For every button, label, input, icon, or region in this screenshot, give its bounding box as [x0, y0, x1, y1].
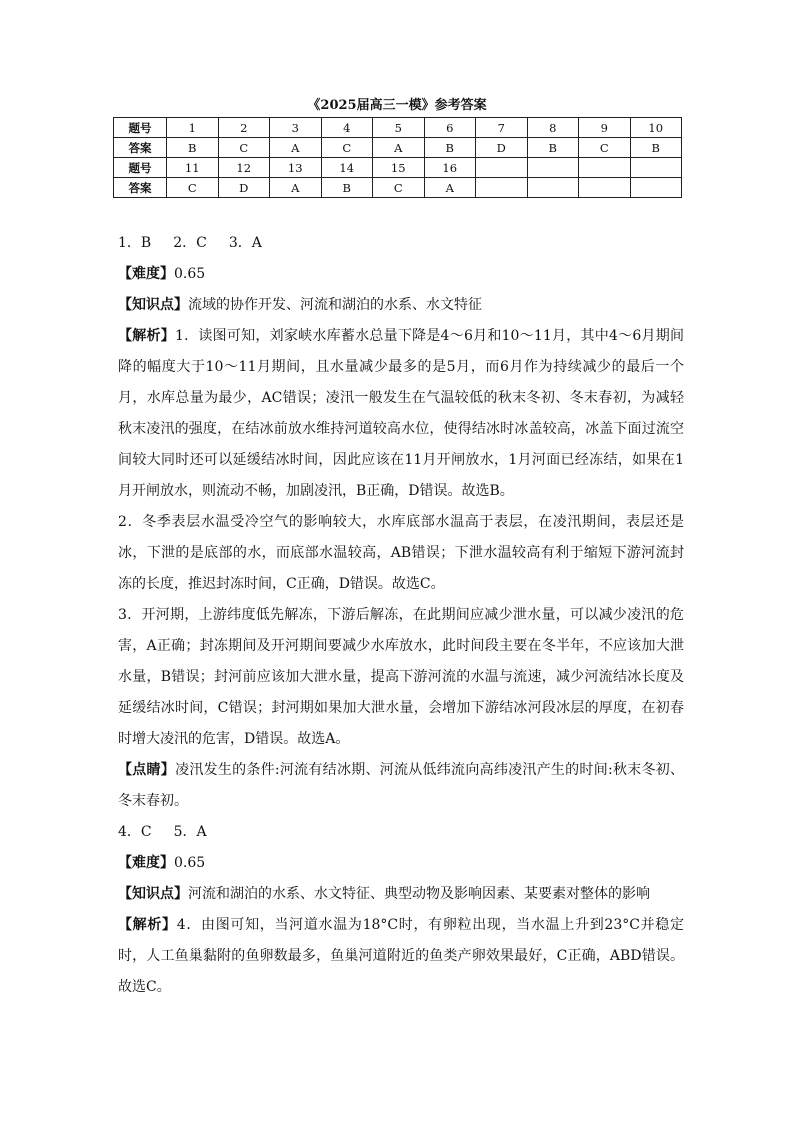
table-row-header: 题号: [114, 158, 167, 178]
answer-key-table: [113, 117, 682, 198]
table-cell: 3: [270, 118, 322, 138]
table-cell: C: [321, 138, 373, 158]
table-cell: 11: [167, 158, 219, 178]
answer-2: 2．C: [173, 235, 207, 251]
analysis-1-text: 1．读图可知，刘家峡水库蓄水总量下降是4～6月和10～11月，其中4～6月期间降的幅度大于10～11月期间，且水量减少最多的是5月，而6月作为持续减少的最后一个月，水库总量为最少，AC错误；凌汛一般发生在气温较低的秋末冬初、冬末春初，为减轻秋末凌汛的强度，在结冰前放水维持河道较高水位，使得结冰时冰盖较高，冰盖下面过流空间较大同时还可以延缓结冰时间，因此应该在11月开闸放水，1月河面已经冻结，如果在1月开闸放水，则流动不畅，加剧凌汛，B正确，D错误。故选B。: [118, 328, 684, 499]
answer-3: 3．A: [228, 235, 262, 251]
table-cell: 1: [167, 118, 219, 138]
analysis-1: [118, 321, 684, 507]
table-cell: D: [218, 178, 270, 198]
analysis-tag: 【解析】: [118, 328, 175, 344]
table-row-header: 答案: [114, 138, 167, 158]
answer-line-4-5: [118, 817, 684, 848]
table-cell: C: [218, 138, 270, 158]
comment-line: [118, 755, 684, 817]
table-cell: [476, 178, 528, 198]
table-cell: 4: [321, 118, 373, 138]
difficulty-line-1: [118, 259, 684, 290]
answer-line-1-3: [118, 228, 684, 259]
table-cell: [630, 178, 682, 198]
table-cell: [630, 158, 682, 178]
table-cell: [579, 158, 631, 178]
knowledge-tag: 【知识点】: [118, 886, 188, 902]
knowledge-text: 河流和湖泊的水系、水文特征、典型动物及影响因素、某要素对整体的影响: [188, 886, 650, 902]
analysis-4: [118, 910, 684, 1003]
table-cell: 16: [424, 158, 476, 178]
table-cell: 10: [630, 118, 682, 138]
knowledge-line-2: [118, 879, 684, 910]
table-cell: C: [579, 138, 631, 158]
table-cell: 7: [476, 118, 528, 138]
table-cell: A: [373, 138, 425, 158]
difficulty-value: 0.65: [174, 855, 206, 871]
table-cell: 5: [373, 118, 425, 138]
table-cell: B: [424, 138, 476, 158]
knowledge-text: 流域的协作开发、河流和湖泊的水系、水文特征: [188, 297, 482, 313]
difficulty-tag: 【难度】: [118, 855, 174, 871]
table-cell: B: [167, 138, 219, 158]
table-cell: A: [424, 178, 476, 198]
table-cell: 15: [373, 158, 425, 178]
table-cell: [527, 178, 579, 198]
table-cell: C: [167, 178, 219, 198]
answer-1: 1．B: [118, 235, 152, 251]
explanation-body: [118, 228, 684, 1003]
table-row: [114, 158, 682, 178]
table-cell: B: [630, 138, 682, 158]
table-row-header: 题号: [114, 118, 167, 138]
difficulty-tag: 【难度】: [118, 266, 174, 282]
table-cell: [476, 158, 528, 178]
table-cell: C: [373, 178, 425, 198]
answer-5: 5．A: [173, 824, 207, 840]
table-row-header: 答案: [114, 178, 167, 198]
table-cell: B: [321, 178, 373, 198]
table-cell: B: [527, 138, 579, 158]
page-title: 《2025届高三一模》参考答案: [307, 98, 487, 113]
table-cell: 6: [424, 118, 476, 138]
comment-text: 凌汛发生的条件:河流有结冰期、河流从低纬流向高纬凌汛产生的时间:秋末冬初、冬末春初。: [118, 762, 685, 809]
analysis-3: 3．开河期，上游纬度低先解冻，下游后解冻，在此期间应减少泄水量，可以减少凌汛的危害，A正确；封冻期间及开河期间要减少水库放水，此时间段主要在冬半年，不应该加大泄水量，B错误；封河前应该加大泄水量，提高下游河流的水温与流速，减少河流结冰长度及延缓结冰时间，C错误；封河期如果加大泄水量，会增加下游结冰河段冰层的厚度，在初春时增大凌汛的危害，D错误。故选A。: [118, 607, 684, 747]
knowledge-line-1: [118, 290, 684, 321]
table-cell: 8: [527, 118, 579, 138]
analysis-2: 2．冬季表层水温受冷空气的影响较大，水库底部水温高于表层，在凌汛期间，表层还是冰，下泄的是底部的水，而底部水温较高，AB错误；下泄水温较高有利于缩短下游河流封冻的长度，推迟封冻时间，C正确，D错误。故选C。: [118, 514, 684, 592]
table-cell: 2: [218, 118, 270, 138]
table-row: [114, 138, 682, 158]
table-cell: 12: [218, 158, 270, 178]
table-cell: 9: [579, 118, 631, 138]
comment-tag: 【点睛】: [118, 762, 176, 778]
table-cell: [579, 178, 631, 198]
table-cell: A: [270, 138, 322, 158]
analysis-tag: 【解析】: [118, 917, 177, 933]
table-row: [114, 178, 682, 198]
difficulty-line-2: [118, 848, 684, 879]
table-cell: D: [476, 138, 528, 158]
difficulty-value: 0.65: [174, 266, 206, 282]
table-cell: [527, 158, 579, 178]
table-row: [114, 118, 682, 138]
table-cell: A: [270, 178, 322, 198]
analysis-4-text: 4．由图可知，当河道水温为18°C时，有卵粒出现，当水温上升到23°C并稳定时，人工鱼巢黏附的鱼卵数最多，鱼巢河道附近的鱼类产卵效果最好，C正确，ABD错误。故选C。: [118, 917, 684, 995]
table-cell: 14: [321, 158, 373, 178]
knowledge-tag: 【知识点】: [118, 297, 188, 313]
answer-4: 4．C: [118, 824, 152, 840]
table-cell: 13: [270, 158, 322, 178]
